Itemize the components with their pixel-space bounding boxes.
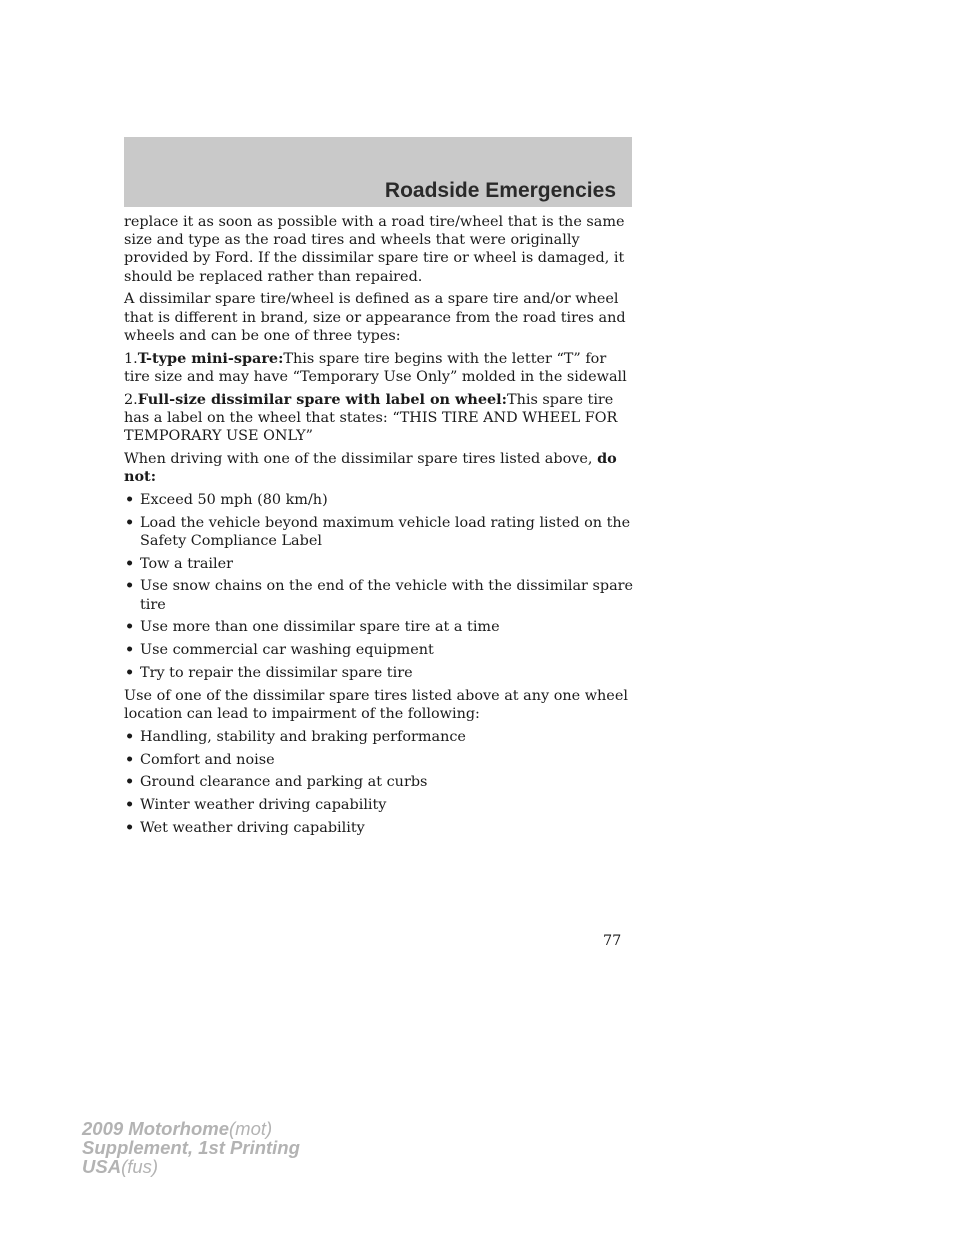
- page-content: [124, 213, 636, 842]
- warning-intro: When driving with one of the dissimilar spare tires listed above,: [124, 450, 593, 467]
- bullet-icon: •: [125, 773, 135, 791]
- type-description: This spare tire begins with the letter “T” for tire size and may have “Temporary Use Only” molded in the sidewall: [124, 350, 627, 385]
- type-number: 1.: [124, 350, 138, 367]
- bullet-icon: •: [125, 554, 135, 572]
- footer-market: USA: [82, 1156, 122, 1177]
- footer-line-2: [82, 1138, 300, 1157]
- list-item: [124, 577, 636, 613]
- list-item-text: Tow a trailer: [140, 555, 234, 572]
- list-item: [124, 641, 636, 659]
- bullet-icon: •: [125, 750, 135, 768]
- list-item-text: Load the vehicle beyond maximum vehicle load rating listed on the Safety Compliance Label: [140, 514, 631, 549]
- list-item-text: Ground clearance and parking at curbs: [140, 774, 428, 791]
- intro-paragraph: replace it as soon as possible with a road tire/wheel that is the same size and type as the road tires and wheels that were originally provided by Ford. If the dissimilar spare tire or wheel is damaged, it should be replaced rather than repaired.: [124, 214, 625, 285]
- list-item-text: Winter weather driving capability: [140, 797, 387, 814]
- list-item-text: Use snow chains on the end of the vehicle with the dissimilar spare tire: [140, 578, 634, 613]
- list-item-text: Comfort and noise: [140, 751, 275, 768]
- type-term: Full-size dissimilar spare with label on wheel:: [137, 390, 507, 408]
- bullet-icon: •: [125, 641, 135, 659]
- bullet-icon: •: [125, 818, 135, 836]
- list-item: [124, 514, 636, 550]
- type-item-1: [124, 350, 636, 386]
- bullet-icon: •: [125, 664, 135, 681]
- list-item-text: Handling, stability and braking performance: [140, 728, 466, 745]
- bullet-icon: •: [125, 513, 135, 531]
- section-header: [124, 137, 632, 207]
- footer-line-1: [82, 1119, 300, 1138]
- footer-market-code: (fus): [121, 1156, 159, 1177]
- type-description: This spare tire has a label on the wheel that states: “THIS TIRE AND WHEEL FOR TEMPORARY USE ONLY”: [124, 391, 618, 445]
- warning-emphasis: do not:: [124, 449, 617, 486]
- type-term: T-type mini-spare:: [137, 349, 284, 367]
- type-number: 2.: [124, 391, 138, 408]
- list-item: [124, 796, 636, 814]
- do-not-list: [124, 491, 636, 682]
- definition-paragraph: A dissimilar spare tire/wheel is defined as a spare tire and/or wheel that is different in brand, size or appearance from the road tires and wheels and can be one of three types:: [124, 291, 626, 344]
- warning-paragraph: [124, 450, 636, 486]
- list-item-text: Try to repair the dissimilar spare tire: [140, 665, 413, 681]
- footer-edition: Supplement, 1st Printing: [82, 1137, 300, 1158]
- list-item-text: Wet weather driving capability: [140, 819, 365, 836]
- list-item: [124, 491, 636, 509]
- footer-line-3: [82, 1157, 300, 1176]
- footer-model-code: (mot): [229, 1118, 273, 1139]
- list-item: [124, 819, 636, 837]
- list-item-text: Exceed 50 mph (80 km/h): [140, 491, 328, 508]
- list-item: [124, 618, 636, 636]
- type-item-2: [124, 391, 636, 446]
- list-item: [124, 728, 636, 746]
- impairment-list: [124, 728, 636, 837]
- list-item-text: Use more than one dissimilar spare tire at a time: [140, 619, 500, 636]
- page-number: 77: [603, 933, 622, 949]
- bullet-icon: •: [125, 796, 135, 814]
- footer-model: 2009 Motorhome: [82, 1118, 230, 1139]
- list-item-text: Use commercial car washing equipment: [140, 642, 434, 659]
- list-item: [124, 751, 636, 769]
- bullet-icon: •: [125, 727, 135, 745]
- list-item: [124, 773, 636, 791]
- bullet-icon: •: [125, 490, 135, 508]
- list-item: [124, 555, 636, 573]
- print-footer: [82, 1119, 300, 1176]
- impairment-paragraph: Use of one of the dissimilar spare tires listed above at any one wheel location can lead to impairment of the following:: [124, 687, 628, 722]
- bullet-icon: •: [125, 618, 135, 636]
- section-title: Roadside Emergencies: [384, 179, 616, 202]
- bullet-icon: •: [125, 577, 135, 595]
- list-item: [124, 664, 636, 682]
